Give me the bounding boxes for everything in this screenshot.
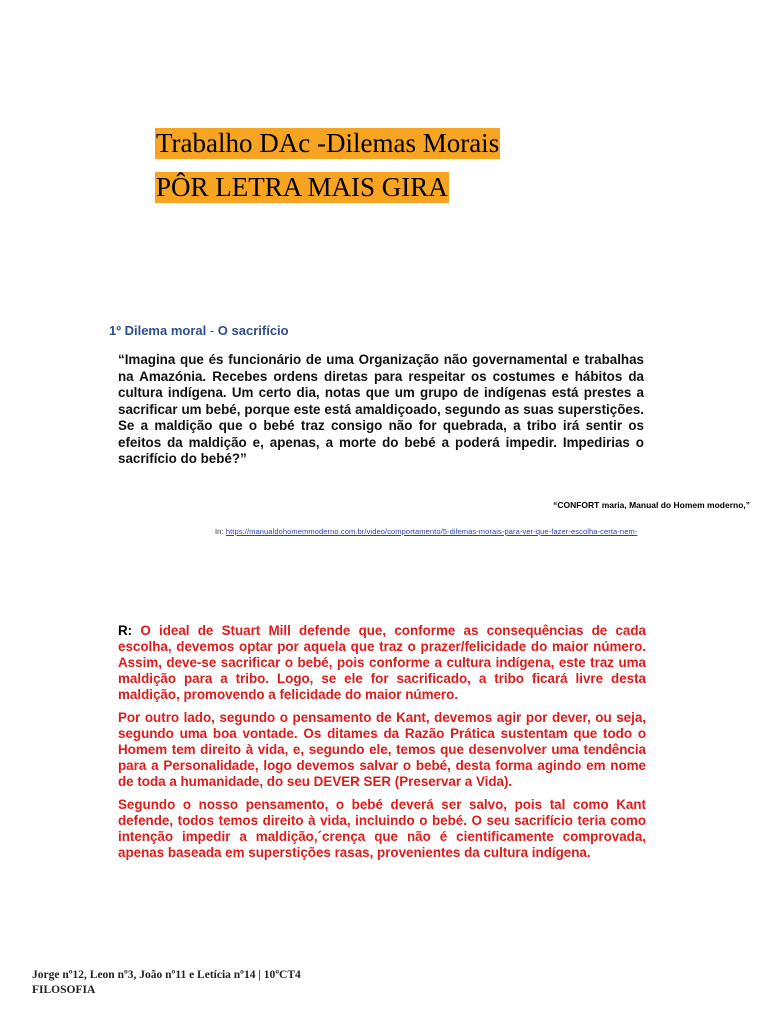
answer-paragraph-1-text: O ideal de Stuart Mill defende que, conforme as consequências de cada escolha, devemos optar por aquela que traz o prazer/felicidade do maior número. Assim, deve-se sacrificar o bebé, pois conforme a cultura indígena, este traz uma maldição para a tribo. Logo, se ele for sacrificado, a tribo ficará livre desta maldição, promovendo a felicidade do maior número. xyxy=(118,623,646,702)
document-subtitle: PÔR LETRA MAIS GIRA xyxy=(156,172,448,202)
dilemma-quote: “Imagina que és funcionário de uma Organização não governamental e trabalhas na Amazónia. Recebes ordens diretas para respeitar os costumes e hábitos da cultura indígena. Um certo dia, notas que um grupo de indígenas está prestes a sacrificar um bebé, porque este está amaldiçoado, segundo as suas superstições. Se a maldição que o bebé traz consigo não for quebrada, a tribo irá sentir os efeitos da maldição e, apenas, a morte do bebé a poderá impedir. Impedirias o sacrifício do bebé?” xyxy=(118,352,644,466)
answer-paragraph-2: Por outro lado, segundo o pensamento de Kant, devemos agir por dever, ou seja, segundo uma boa vontade. Os ditames da Razão Prática sustentam que todo o Homem tem direito à vida, e, segundo ele, temos que desenvolver uma tendência para a Personalidade, logo devemos salvar o bebé, desta forma agindo em nome de toda a humanidade, do seu DEVER SER (Preservar a Vida). xyxy=(118,710,646,789)
dilemma-separator: - xyxy=(206,323,218,338)
footer-subject: FILOSOFIA xyxy=(32,984,96,996)
dilemma-name: O sacrifício xyxy=(217,323,289,338)
dilemma-number: 1º Dilema moral xyxy=(109,323,207,338)
source-label: In: xyxy=(215,527,226,536)
citation: “CONFORT maria, Manual do Homem moderno,” xyxy=(553,500,750,510)
footer xyxy=(32,968,301,998)
source-line xyxy=(215,527,637,536)
dilemma-heading xyxy=(109,323,289,338)
answer-label: R: xyxy=(118,623,141,638)
answer-section xyxy=(118,623,646,868)
answer-paragraph-1 xyxy=(118,623,646,703)
document-title: Trabalho DAc -Dilemas Morais xyxy=(156,128,500,158)
title-block xyxy=(155,128,500,203)
answer-paragraph-3: Segundo o nosso pensamento, o bebé deverá ser salvo, pois tal como Kant defende, todos temos direito à vida, incluindo o bebé. O seu sacrifício teria como intenção impedir a maldição,´crença que não é cientificamente comprovada, apenas baseada em superstições rasas, provenientes da cultura indígena. xyxy=(118,797,646,860)
source-link[interactable]: https://manualdohomemmoderno.com.br/video/comportamento/5-dilemas-morais-para-ver-que-fazer-escolha-certa-nem- xyxy=(225,527,638,536)
footer-authors: Jorge nº12, Leon nº3, João nº11 e Letícia nº14 | 10ºCT4 xyxy=(32,969,301,981)
